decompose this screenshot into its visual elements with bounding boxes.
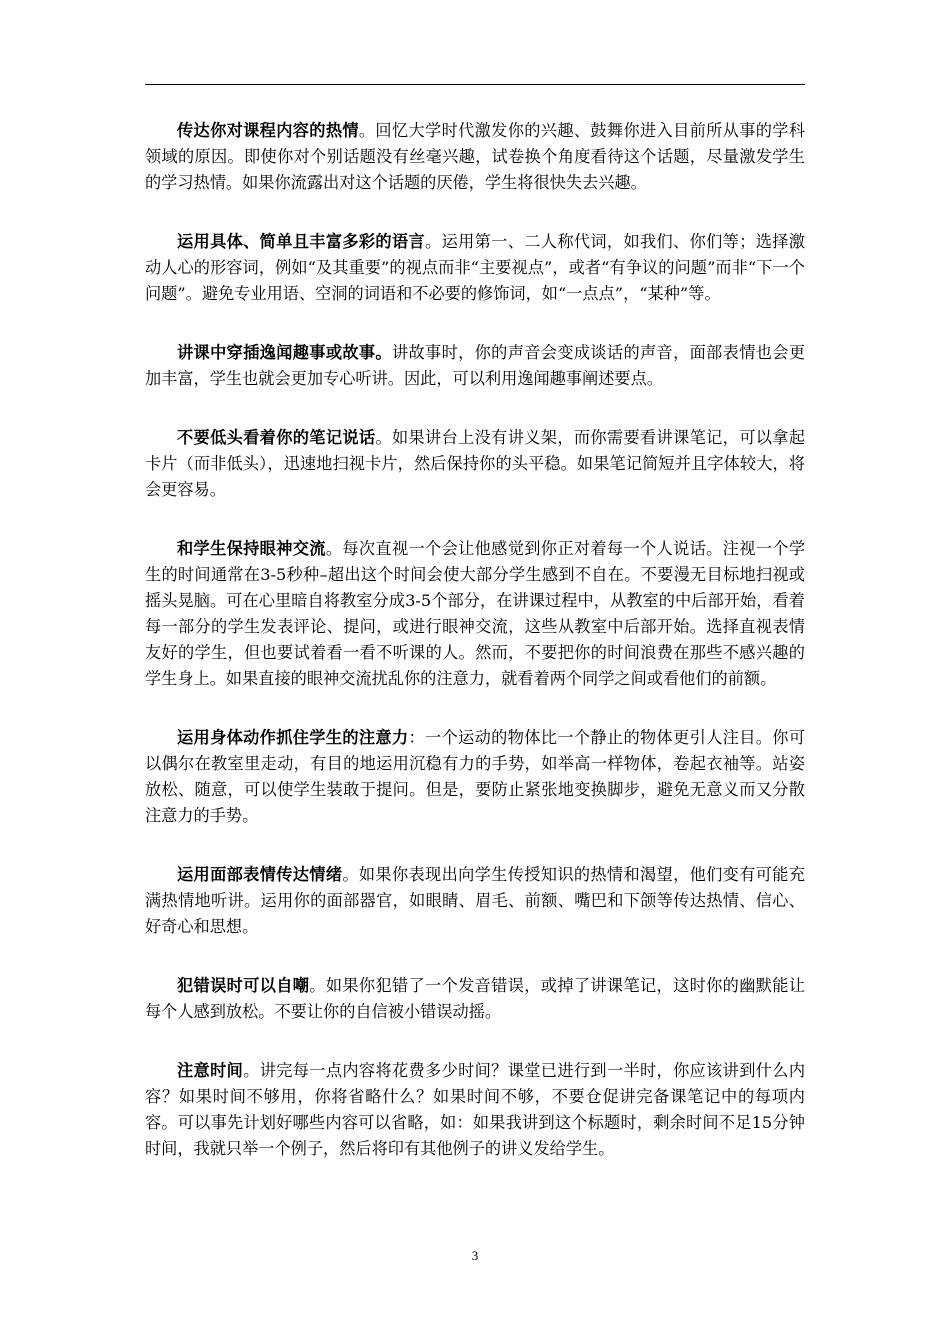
paragraph-text: 。如果你表现出向学生传授知识的热情和渴望，他们变有可能充满热情地听讲。运用你的面部器官，如眼睛、眉毛、前额、嘴巴和下颌等传达热情、信心、好奇心和思想。 [145,865,806,936]
document-body [145,118,805,1195]
paragraph-text: 。每次直视一个会让他感觉到你正对着每一个人说话。注视一个学生的时间通常在3-5秒种–超出这个时间会使大部分学生感到不自在。不要漫无目标地扫视或摇头晃脑。可在心里暗自将教室分成3-5个部分，在讲课过程中，从教室的中后部开始，看着每一部分的学生发表评论、提问，或进行眼神交流，这些从教室中后部开始。选择直视表情友好的学生，但也要试着看一看不听课的人。然而，不要把你的时间浪费在那些不感兴趣的学生身上。如果直接的眼神交流扰乱你的注意力，就看着两个同学之间或看他们的前额。 [145,539,806,688]
paragraph-text: ：一个运动的物体比一个静止的物体更引人注目。你可以偶尔在教室里走动，有目的地运用沉稳有力的手势，如举高一样物体，卷起衣袖等。站姿放松、随意，可以使学生装敢于提问。但是，要防止紧张地变换脚步，避免无意义而又分散注意力的手势。 [145,728,806,825]
paragraph-text: 讲故事时，你的声音会变成谈话的声音，面部表情也会更加丰富，学生也就会更加专心听讲。因此，可以利用逸闻趣事阐述要点。 [145,343,806,388]
paragraph-heading: 运用具体、简单且丰富多彩的语言 [177,232,426,251]
paragraph-text: 。如果讲台上没有讲义架，而你需要看讲课笔记，可以拿起卡片（而非低头），迅速地扫视卡片，然后保持你的头平稳。如果笔记简短并且字体较大，将会更容易。 [145,428,806,499]
paragraph-self-mockery [145,973,805,1025]
paragraph-heading: 运用面部表情传达情绪 [177,865,343,884]
paragraph-text: 。讲完每一点内容将花费多少时间？课堂已进行到一半时，你应该讲到什么内容？如果时间不够用，你将省略什么？如果时间不够，不要仓促讲完备课笔记中的每项内容。可以事先计划好哪些内容可以省略，如：如果我讲到这个标题时，剩余时间不足15分钟时间，我就只举一个例子，然后将印有其他例子的讲义发给学生。 [145,1061,806,1158]
paragraph-text: 。运用第一、二人称代词，如我们、你们等；选择激动人心的形容词，例如“及其重要”的视点而非“主要视点”，或者“有争议的问题”而非“下一个问题”。避免专业用语、空洞的词语和不必要的修饰词，如“一点点”，“某种”等。 [145,232,805,303]
paragraph-body-movement [145,725,805,829]
paragraph-text: 。如果你犯错了一个发音错误，或掉了讲课笔记，这时你的幽默能让每个人感到放松。不要让你的自信被小错误动摇。 [145,976,806,1021]
paragraph-notes [145,425,805,503]
paragraph-heading: 不要低头看着你的笔记说话 [177,428,376,447]
paragraph-heading: 犯错误时可以自嘲 [177,976,310,995]
paragraph-text: 。回忆大学时代激发你的兴趣、鼓舞你进入目前所从事的学科领域的原因。即使你对个别话题没有丝毫兴趣，试卷换个角度看待这个话题，尽量激发学生的学习热情。如果你流露出对这个话题的厌倦，学生将很快失去兴趣。 [145,121,805,192]
paragraph-heading: 传达你对课程内容的热情 [177,121,359,140]
paragraph-passion [145,118,805,196]
paragraph-time [145,1058,805,1162]
page-number: 3 [471,1248,479,1263]
paragraph-heading: 和学生保持眼神交流 [177,539,326,558]
paragraph-heading: 运用身体动作抓住学生的注意力 [177,728,409,747]
paragraph-facial-expression [145,862,805,940]
paragraph-heading: 讲课中穿插逸闻趣事或故事。 [177,343,392,362]
paragraph-heading: 注意时间 [177,1061,244,1080]
paragraph-language [145,229,805,307]
header-rule [145,84,805,85]
paragraph-eye-contact [145,536,805,692]
paragraph-anecdotes [145,340,805,392]
